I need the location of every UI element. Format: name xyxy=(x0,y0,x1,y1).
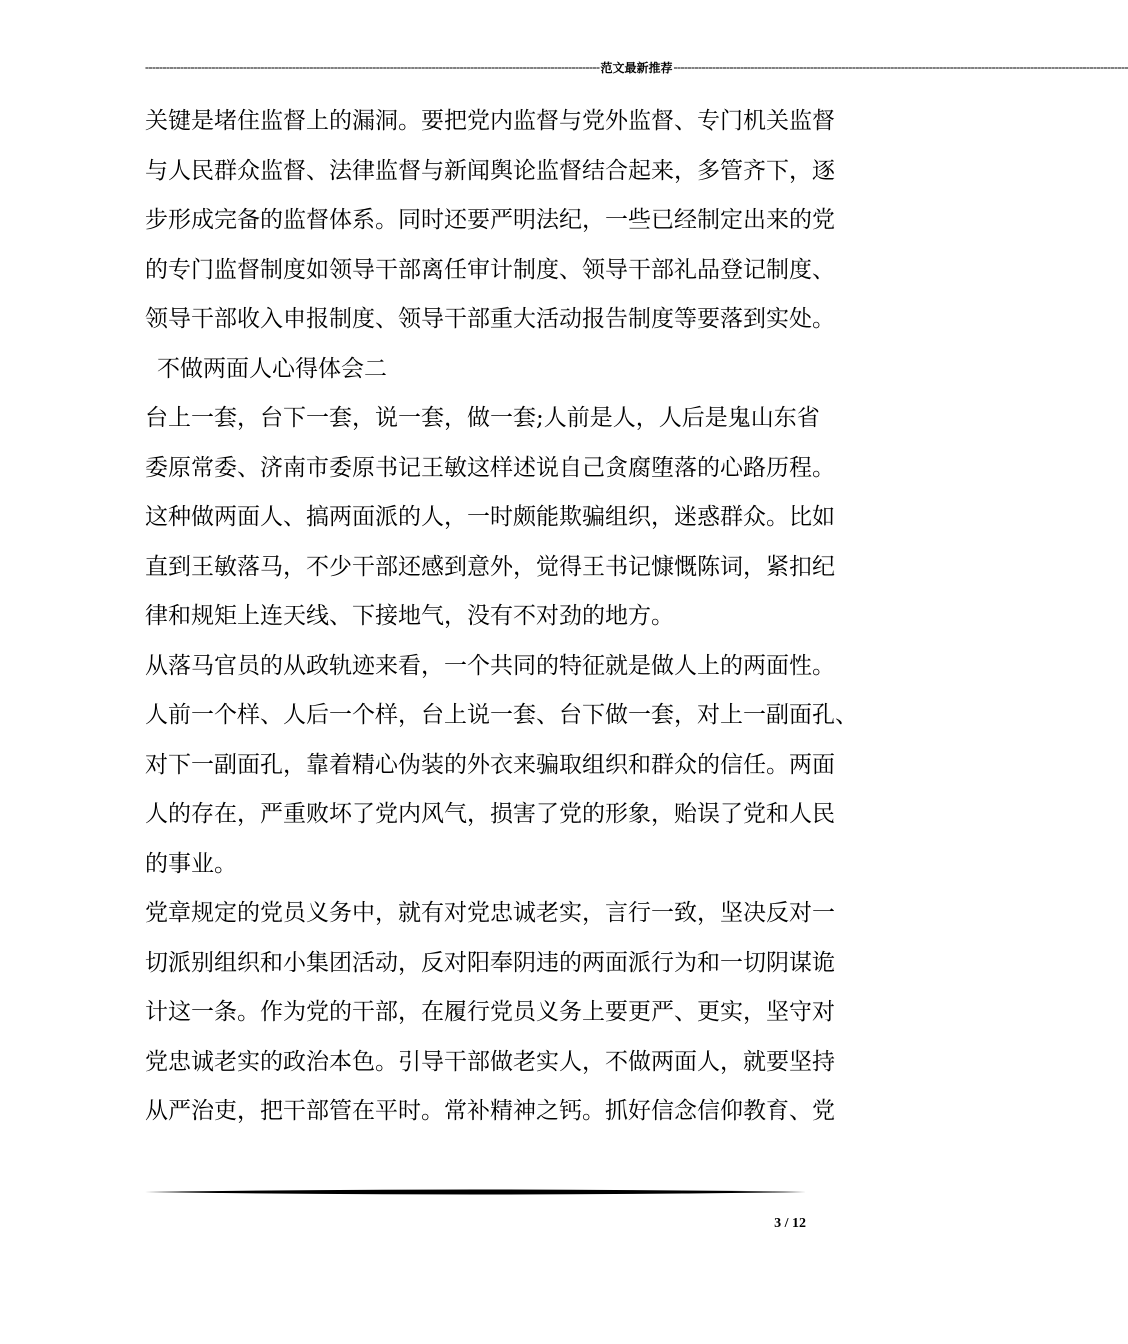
text-line: 步形成完备的监督体系。同时还要严明法纪，一些已经制定出来的党 xyxy=(145,207,835,233)
text-line: 从落马官员的从政轨迹来看，一个共同的特征就是做人上的两面性。 xyxy=(145,652,835,679)
text-line: 直到王敏落马，不少干部还感到意外，觉得王书记慷慨陈词，紧扣纪 xyxy=(145,553,835,580)
text-line: 律和规矩上连天线、下接地气，没有不对劲的地方。 xyxy=(145,603,674,629)
page-header xyxy=(145,57,1128,77)
footer-rule xyxy=(145,1188,806,1196)
header-title: 范文最新推荐 xyxy=(600,60,673,75)
text-line: 人的存在，严重败坏了党内风气，损害了党的形象，贻误了党和人民 xyxy=(145,801,835,827)
text-line: 委原常委、济南市委原书记王敏这样述说自己贪腐堕落的心路历程。 xyxy=(145,454,835,481)
header-dash-right: ---------------------------------------------------------------------------------------------------------------------------------- xyxy=(673,59,1128,74)
text-line: 台上一套，台下一套，说一套，做一套;人前是人，人后是鬼山东省 xyxy=(145,405,820,431)
text-line: 领导干部收入申报制度、领导干部重大活动报告制度等要落到实处。 xyxy=(145,306,835,332)
text-line: 切派别组织和小集团活动，反对阳奉阴违的两面派行为和一切阴谋诡 xyxy=(145,949,835,976)
text-line: 人前一个样、人后一个样，台上说一套、台下做一套，对上一副面孔、 xyxy=(145,702,858,728)
text-line: 党忠诚老实的政治本色。引导干部做老实人，不做两面人，就要坚持 xyxy=(145,1048,835,1075)
text-line: 党章规定的党员义务中，就有对党忠诚老实，言行一致，坚决反对一 xyxy=(145,900,835,926)
document-body xyxy=(145,103,858,1143)
text-line: 的专门监督制度如领导干部离任审计制度、领导干部礼品登记制度、 xyxy=(145,256,835,283)
text-line: 与人民群众监督、法律监督与新闻舆论监督结合起来，多管齐下，逐 xyxy=(145,157,835,184)
text-line: 对下一副面孔，靠着精心伪装的外衣来骗取组织和群众的信任。两面 xyxy=(145,751,835,778)
section-heading: 不做两面人心得体会二 xyxy=(157,355,387,382)
text-line: 的事业。 xyxy=(145,850,237,877)
text-line: 这种做两面人、搞两面派的人，一时颇能欺骗组织，迷惑群众。比如 xyxy=(145,504,835,530)
page-number: 3 / 12 xyxy=(774,1216,806,1231)
text-line: 关键是堵住监督上的漏洞。要把党内监督与党外监督、专门机关监督 xyxy=(145,108,835,134)
text-line: 计这一条。作为党的干部，在履行党员义务上要更严、更实，坚守对 xyxy=(145,999,835,1025)
text-line: 从严治吏，把干部管在平时。常补精神之钙。抓好信念信仰教育、党 xyxy=(145,1098,835,1124)
header-dash-left: ---------------------------------------------------------------------------------------------------------------------------------- xyxy=(145,59,600,74)
